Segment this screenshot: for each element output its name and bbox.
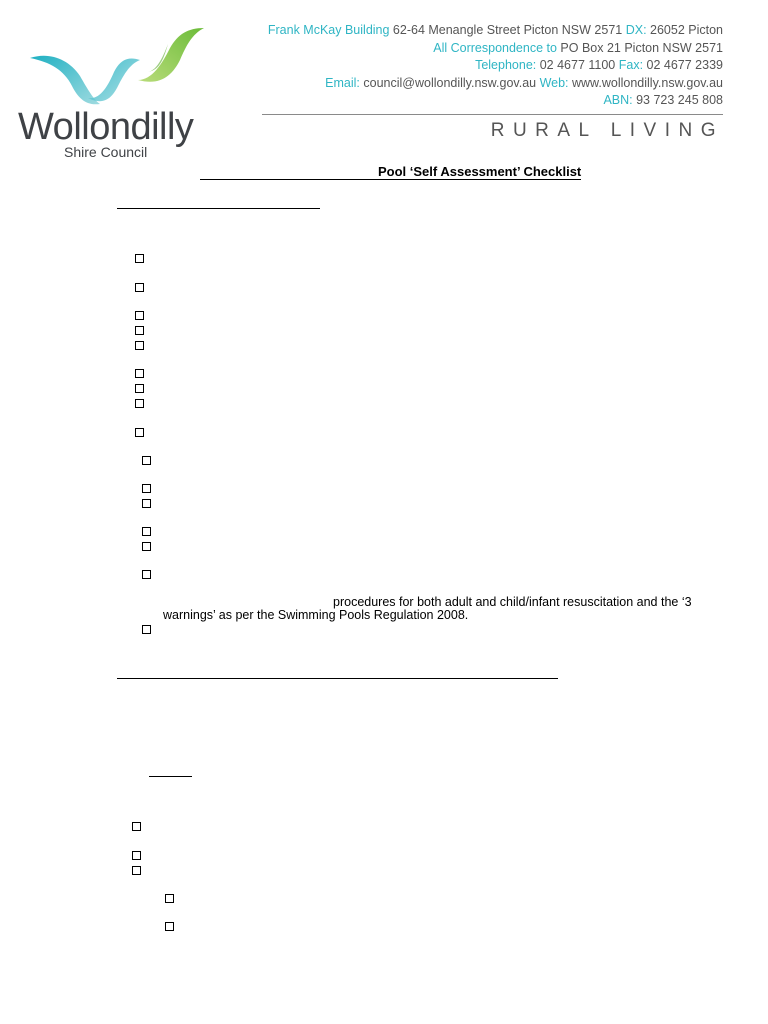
checkbox[interactable] bbox=[135, 341, 144, 350]
checkbox[interactable] bbox=[135, 326, 144, 335]
contact-line-correspondence: All Correspondence to PO Box 21 Picton NSW 2571 bbox=[433, 40, 723, 55]
checkbox[interactable] bbox=[135, 311, 144, 320]
checkbox[interactable] bbox=[142, 542, 151, 551]
tagline: RURAL LIVING bbox=[490, 120, 724, 141]
contact-line-address: Frank McKay Building 62-64 Menangle Street Picton NSW 2571 DX: 26052 Picton bbox=[267, 23, 723, 37]
checkbox[interactable] bbox=[142, 456, 151, 465]
checkbox[interactable] bbox=[142, 527, 151, 536]
contact-line-phone: Telephone: 02 4677 1100 Fax: 02 4677 2339 bbox=[475, 58, 723, 72]
checkbox[interactable] bbox=[135, 384, 144, 393]
council-logo bbox=[18, 24, 218, 164]
section-heading-underline bbox=[117, 678, 558, 679]
checkbox[interactable] bbox=[132, 866, 141, 875]
checkbox[interactable] bbox=[165, 922, 174, 931]
logo-wordmark: Wollondilly bbox=[18, 106, 194, 148]
document-title: Pool ‘Self Assessment’ Checklist bbox=[378, 164, 582, 179]
wave-logo-icon bbox=[28, 24, 208, 108]
checkbox[interactable] bbox=[135, 399, 144, 408]
checkbox[interactable] bbox=[135, 283, 144, 292]
checkbox[interactable] bbox=[132, 822, 141, 831]
checkbox[interactable] bbox=[132, 851, 141, 860]
contact-block bbox=[223, 22, 723, 110]
checkbox[interactable] bbox=[135, 369, 144, 378]
checkbox[interactable] bbox=[165, 894, 174, 903]
checkbox[interactable] bbox=[142, 484, 151, 493]
resuscitation-text-line2: warnings’ as per the Swimming Pools Regulation 2008. bbox=[163, 608, 469, 622]
web-link[interactable]: www.wollondilly.nsw.gov.au bbox=[568, 75, 723, 90]
section-heading-underline bbox=[117, 208, 320, 209]
checkbox[interactable] bbox=[142, 570, 151, 579]
contact-line-email-web: Email: council@wollondilly.nsw.gov.au Web: www.wollondilly.nsw.gov.au bbox=[325, 75, 723, 90]
email-link[interactable]: council@wollondilly.nsw.gov.au bbox=[359, 75, 540, 90]
title-underline-blank bbox=[200, 179, 378, 180]
checkbox[interactable] bbox=[135, 254, 144, 263]
checkbox[interactable] bbox=[142, 625, 151, 634]
checkbox[interactable] bbox=[142, 499, 151, 508]
checkbox[interactable] bbox=[135, 428, 144, 437]
contact-line-abn: ABN: 93 723 245 808 bbox=[603, 93, 723, 107]
subheading-underline bbox=[149, 776, 192, 777]
resuscitation-text-line1: procedures for both adult and child/infant resuscitation and the ‘3 bbox=[333, 595, 692, 609]
header-divider bbox=[262, 114, 723, 115]
logo-subtitle: Shire Council bbox=[64, 144, 148, 160]
